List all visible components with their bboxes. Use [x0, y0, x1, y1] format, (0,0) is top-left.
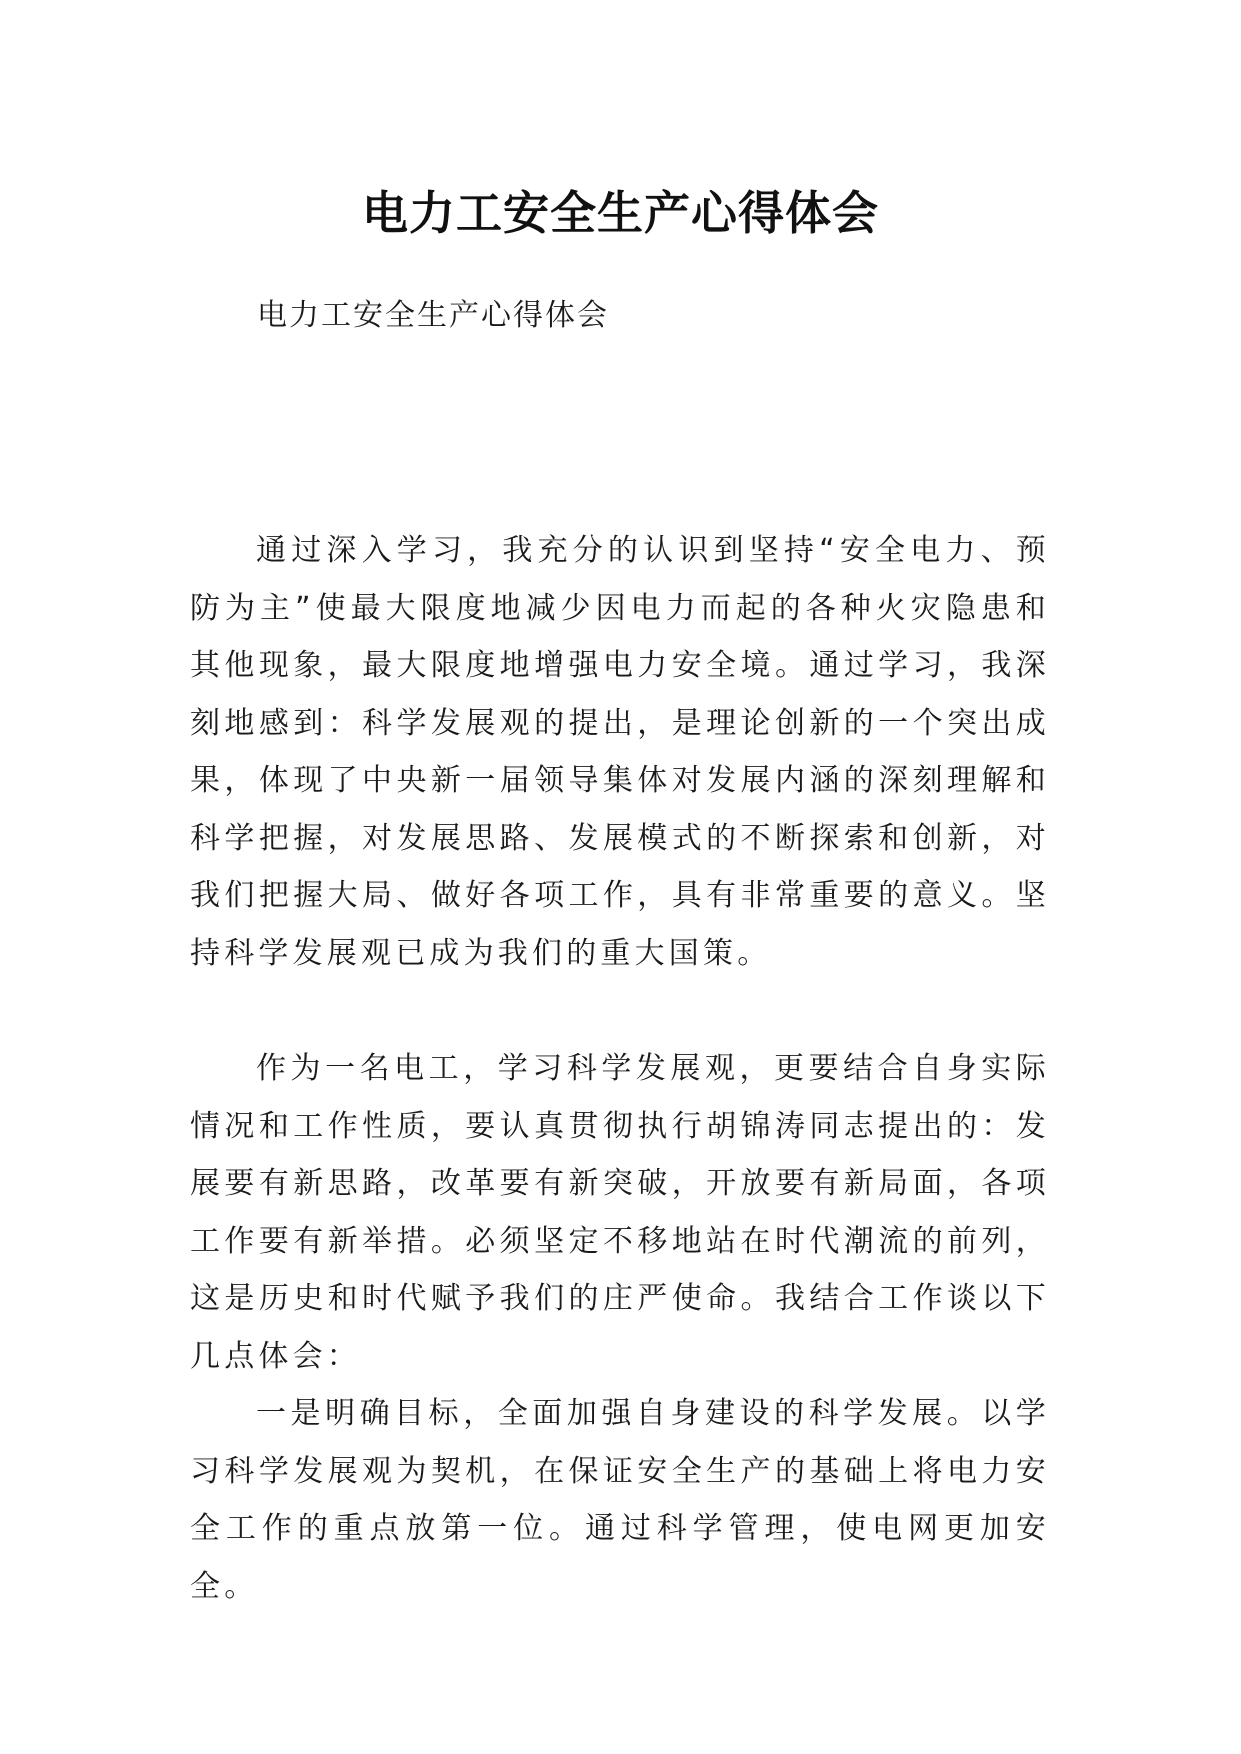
paragraph-block-1: [190, 522, 1050, 982]
body-paragraph: 作为一名电工，学习科学发展观，更要结合自身实际情况和工作性质，要认真贯彻执行胡锦涛同志提出的：发展要有新思路，改革要有新突破，开放要有新局面，各项工作要有新举措。必须坚定不移地站在时代潮流的前列，这是历史和时代赋予我们的庄严使命。我结合工作谈以下几点体会：: [190, 1051, 1050, 1374]
body-paragraph: 通过深入学习，我充分的认识到坚持“安全电力、预防为主”使最大限度地减少因电力而起的各种火灾隐患和其他现象，最大限度地增强电力安全境。通过学习，我深刻地感到：科学发展观的提出，是理论创新的一个突出成果，体现了中央新一届领导集体对发展内涵的深刻理解和科学把握，对发展思路、发展模式的不断探索和创新，对我们把握大局、做好各项工作，具有非常重要的意义。坚持科学发展观已成为我们的重大国策。: [190, 533, 1050, 971]
paragraph-block-3: [190, 1385, 1050, 1615]
document-subtitle: 电力工安全生产心得体会: [257, 298, 609, 333]
paragraph-block-2: [190, 1040, 1050, 1385]
document-title: 电力工安全生产心得体会: [362, 185, 879, 240]
body-paragraph: 一是明确目标，全面加强自身建设的科学发展。以学习科学发展观为契机，在保证安全生产的基础上将电力安全工作的重点放第一位。通过科学管理，使电网更加安全。: [190, 1396, 1050, 1604]
